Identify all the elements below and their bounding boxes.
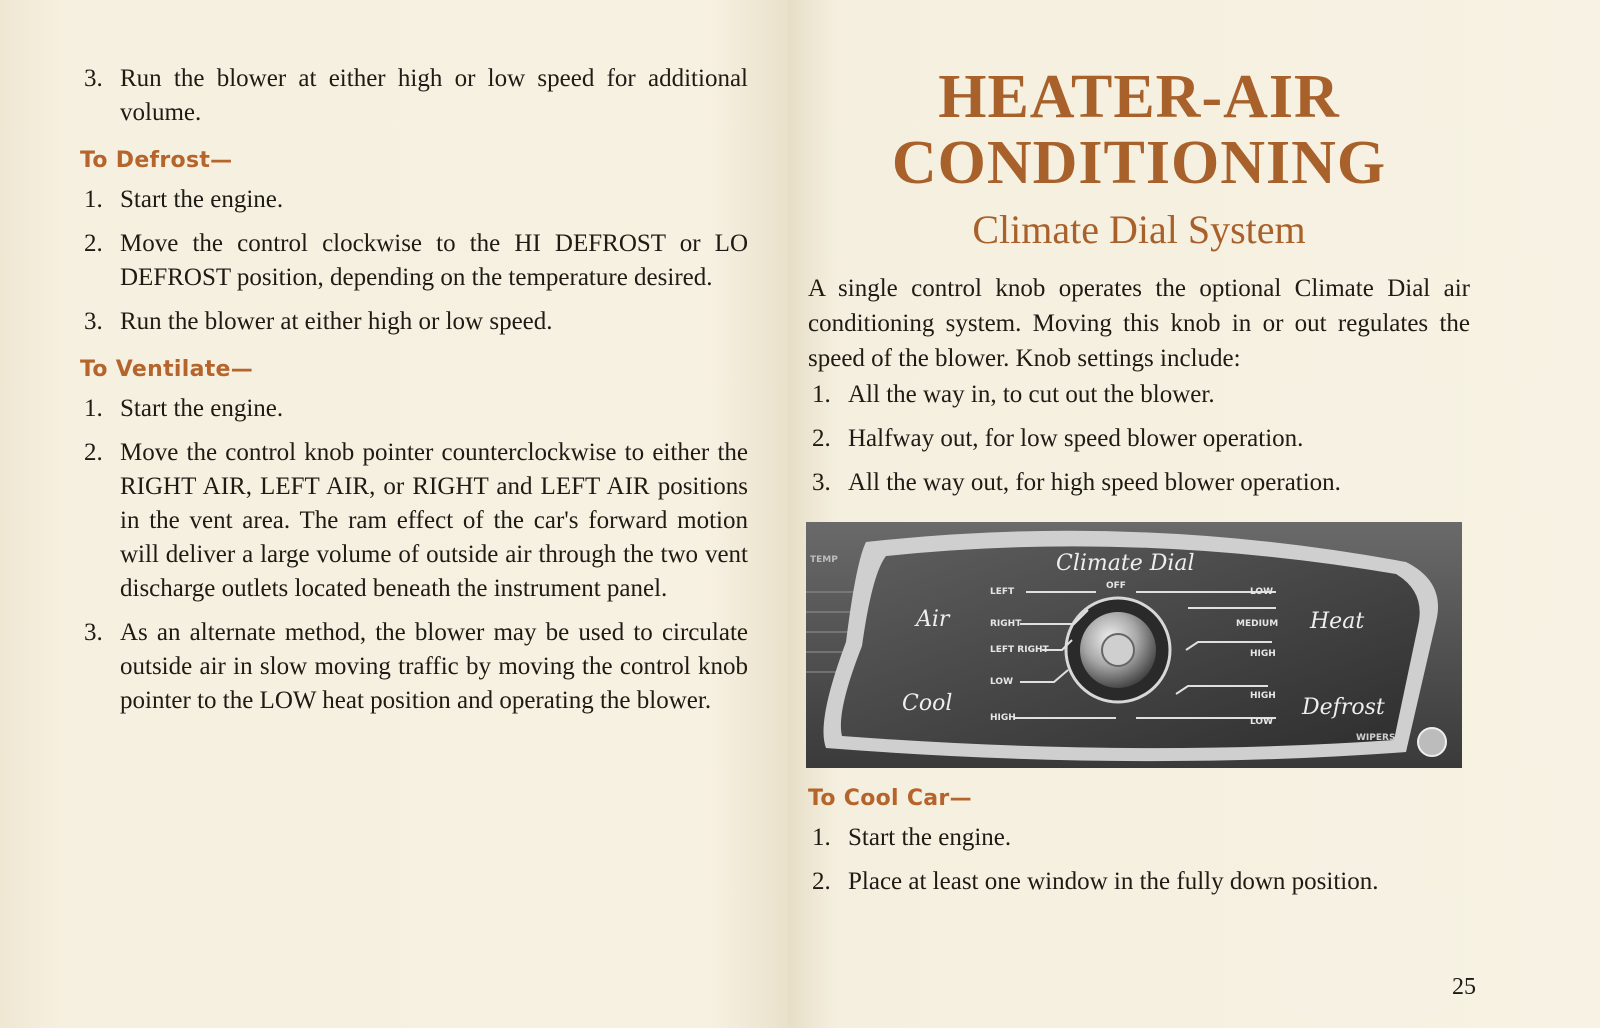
item-number: 1. bbox=[84, 395, 103, 422]
list-item bbox=[80, 436, 748, 606]
list-item bbox=[808, 422, 1470, 456]
panel-left-label: HIGH bbox=[990, 713, 1016, 723]
item-number: 3. bbox=[84, 308, 103, 335]
defrost-steps bbox=[80, 183, 748, 339]
list-item bbox=[808, 865, 1470, 899]
list-item bbox=[808, 378, 1470, 412]
item-text: Place at least one window in the fully down position. bbox=[848, 868, 1379, 895]
item-number: 2. bbox=[84, 230, 103, 257]
item-text: Run the blower at either high or low speed for additional volume. bbox=[120, 65, 748, 126]
panel-off-label: OFF bbox=[1106, 581, 1126, 591]
item-number: 3. bbox=[812, 469, 831, 496]
panel-right-label: MEDIUM bbox=[1236, 619, 1279, 629]
ventilate-heading: To Ventilate— bbox=[80, 357, 254, 382]
item-text: Start the engine. bbox=[120, 395, 284, 422]
climate-dial-illustration bbox=[806, 522, 1462, 768]
panel-right-label: LOW bbox=[1250, 717, 1273, 727]
cool-car-steps bbox=[808, 821, 1470, 899]
panel-left-label: RIGHT bbox=[990, 619, 1022, 629]
list-item bbox=[80, 227, 748, 295]
item-number: 1. bbox=[812, 824, 831, 851]
right-column bbox=[808, 62, 1470, 909]
page-number: 25 bbox=[1452, 974, 1476, 1000]
item-text: Halfway out, for low speed blower operation. bbox=[848, 425, 1304, 452]
panel-right-label: LOW bbox=[1250, 587, 1273, 597]
panel-temp-label: TEMP bbox=[810, 555, 838, 565]
defrost-heading: To Defrost— bbox=[80, 148, 233, 173]
item-text: All the way in, to cut out the blower. bbox=[848, 381, 1215, 408]
panel-cool-script: Cool bbox=[902, 691, 953, 716]
item-text: Start the engine. bbox=[120, 186, 284, 213]
panel-right-label: HIGH bbox=[1250, 649, 1276, 659]
left-column bbox=[80, 62, 748, 728]
item-number: 3. bbox=[84, 65, 103, 92]
left-page bbox=[0, 0, 788, 1028]
list-item bbox=[80, 392, 748, 426]
intro-list bbox=[80, 62, 748, 130]
cool-car-heading: To Cool Car— bbox=[808, 786, 972, 811]
item-number: 1. bbox=[84, 186, 103, 213]
ventilate-steps bbox=[80, 392, 748, 718]
item-text: All the way out, for high speed blower operation. bbox=[848, 469, 1341, 496]
panel-air-script: Air bbox=[916, 607, 950, 632]
item-number: 1. bbox=[812, 381, 831, 408]
item-text: Run the blower at either high or low speed. bbox=[120, 308, 553, 335]
list-item bbox=[80, 616, 748, 718]
list-item bbox=[80, 183, 748, 217]
knob-settings-list bbox=[808, 378, 1470, 500]
list-item bbox=[80, 62, 748, 130]
item-text: Move the control clockwise to the HI DEFROST or LO DEFROST position, depending on the temperature desired. bbox=[120, 230, 748, 291]
item-number: 2. bbox=[812, 425, 831, 452]
page-subtitle: Climate Dial System bbox=[972, 207, 1306, 252]
page-title-line-1: HEATER-AIR bbox=[938, 63, 1340, 131]
panel-left-label: LOW bbox=[990, 677, 1013, 687]
panel-left-label: LEFT bbox=[990, 587, 1015, 597]
item-number: 2. bbox=[812, 868, 831, 895]
panel-wipers-label: WIPERS bbox=[1356, 733, 1396, 743]
list-item bbox=[808, 821, 1470, 855]
list-item bbox=[80, 305, 748, 339]
item-number: 2. bbox=[84, 439, 103, 466]
intro-paragraph: A single control knob operates the optional Climate Dial air conditioning system. Moving this knob in or out regulates the speed of the blower. Knob settings include: bbox=[808, 275, 1470, 372]
panel-defrost-script: Defrost bbox=[1302, 695, 1385, 720]
list-item bbox=[808, 466, 1470, 500]
item-text: Move the control knob pointer counterclockwise to either the RIGHT AIR, LEFT AIR, or RIGHT and LEFT AIR positions in the vent area. The ram effect of the car's forward motion will deliver a large volume of outside air through the two vent discharge outlets located beneath the instrument panel. bbox=[120, 439, 748, 602]
panel-right-label: HIGH bbox=[1250, 691, 1276, 701]
panel-heat-script: Heat bbox=[1310, 609, 1365, 634]
item-text: Start the engine. bbox=[848, 824, 1012, 851]
climate-dial-photo bbox=[806, 522, 1462, 768]
item-number: 3. bbox=[84, 619, 103, 646]
panel-left-label: LEFT RIGHT bbox=[990, 645, 1049, 655]
panel-brand-script: Climate Dial bbox=[1056, 551, 1195, 576]
page-title-line-2: CONDITIONING bbox=[891, 129, 1387, 197]
item-text: As an alternate method, the blower may be used to circulate outside air in slow moving traffic by moving the control knob pointer to the LOW heat position and operating the blower. bbox=[120, 619, 748, 714]
